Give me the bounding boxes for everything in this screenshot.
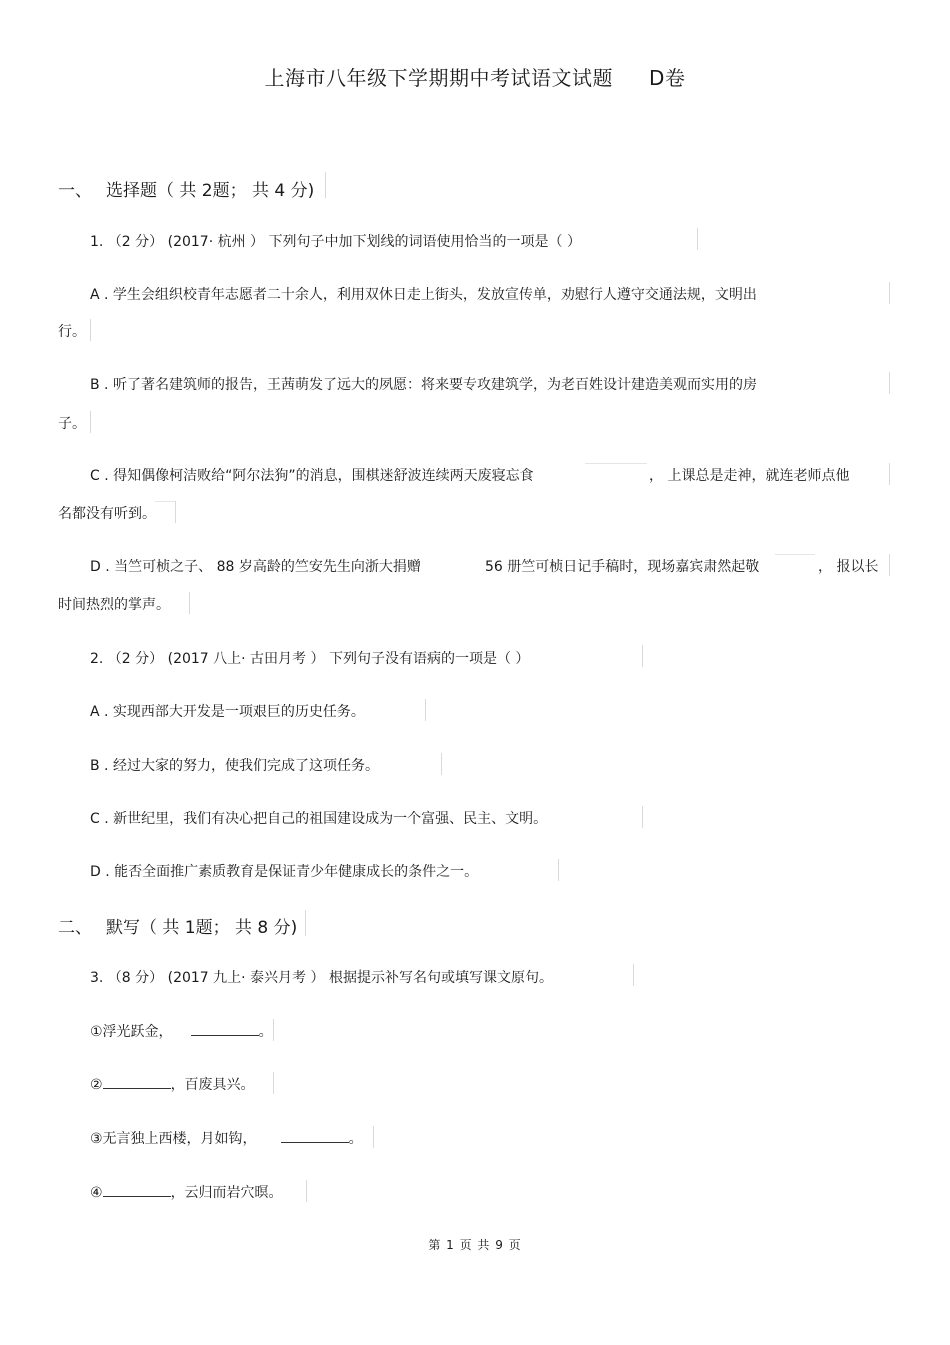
answer-blank[interactable] [103,1076,171,1089]
q1-option-d-line1-c: ， 报以长 [818,559,879,575]
q3-item-1-text: ①浮光跃金， [90,1024,173,1040]
q3-item-2 [90,1074,255,1094]
section-heading-dictation [58,913,297,938]
q3-item-4-text: ，云归而岩穴暝。 [170,1185,283,1201]
q1-option-a-line2: 行。 [58,324,86,340]
q3-item-1 [90,1021,273,1041]
q1-option-c-line2: 名都没有听到。 [58,506,156,522]
section-number: 一、 [58,181,92,201]
q1-option-d-line1-b: 56 册竺可桢日记手稿时，现场嘉宾肃然起敬 [485,559,760,575]
section-number: 二、 [58,918,92,938]
section-label: 默写（ 共 1题； 共 8 分) [106,918,298,938]
q3-item-4-num: ④ [90,1185,103,1201]
answer-blank[interactable] [281,1130,349,1143]
q3-item-3-text: ③无言独上西楼，月如钩， [90,1131,257,1147]
answer-blank[interactable] [191,1023,259,1036]
document-title [0,62,950,91]
q3-item-3 [90,1128,363,1148]
q1-option-a-line1: A . 学生会组织校青年志愿者二十余人，利用双休日走上街头，发放宣传单，劝慰行人遵守交通法规，文明出 [90,287,757,303]
q2-option-b: B . 经过大家的努力，使我们完成了这项任务。 [90,758,379,774]
question-2-stem: 2. （2 分） (2017 八上· 古田月考 ） 下列句子没有语病的一项是（ ） [90,651,530,667]
q2-option-d: D . 能否全面推广素质教育是保证青少年健康成长的条件之一。 [90,864,479,880]
q3-item-1-end: 。 [258,1024,273,1040]
section-heading-choice [58,176,314,201]
q1-option-d-line1-a: D . 当竺可桢之子、 88 岁高龄的竺安先生向浙大捐赠 [90,559,421,575]
title-main: 上海市八年级下学期期中考试语文试题 [264,66,614,90]
section-label: 选择题（ 共 2题； 共 4 分) [106,181,315,201]
q3-item-2-text: ，百废具兴。 [170,1077,255,1093]
q1-option-c-line1-b: ， 上课总是走神，就连老师点他 [649,468,850,484]
q1-option-b-line1: B . 听了著名建筑师的报告，王茜萌发了远大的夙愿：将来要专攻建筑学，为老百姓设计建造美观而实用的房 [90,377,757,393]
answer-blank[interactable] [103,1184,171,1197]
question-1-stem: 1. （2 分） (2017· 杭州 ） 下列句子中加下划线的词语使用恰当的一项是（ ） [90,234,581,250]
page-footer: 第 1 页 共 9 页 [428,1238,522,1252]
q3-item-2-num: ② [90,1077,103,1093]
title-suffix: D卷 [649,66,686,90]
q2-option-a: A . 实现西部大开发是一项艰巨的历史任务。 [90,704,365,720]
q1-option-c-line1-a: C . 得知偶像柯洁败给“阿尔法狗”的消息，围棋迷舒波连续两天废寝忘食 [90,468,534,484]
q2-option-c: C . 新世纪里，我们有决心把自己的祖国建设成为一个富强、民主、文明。 [90,811,548,827]
q1-option-d-line2: 时间热烈的掌声。 [58,597,170,613]
q3-item-3-end: 。 [348,1131,363,1147]
question-3-stem: 3. （8 分） (2017 九上· 泰兴月考 ） 根据提示补写名句或填写课文原句。 [90,970,553,986]
q1-option-b-line2: 子。 [58,416,86,432]
q3-item-4 [90,1182,283,1202]
